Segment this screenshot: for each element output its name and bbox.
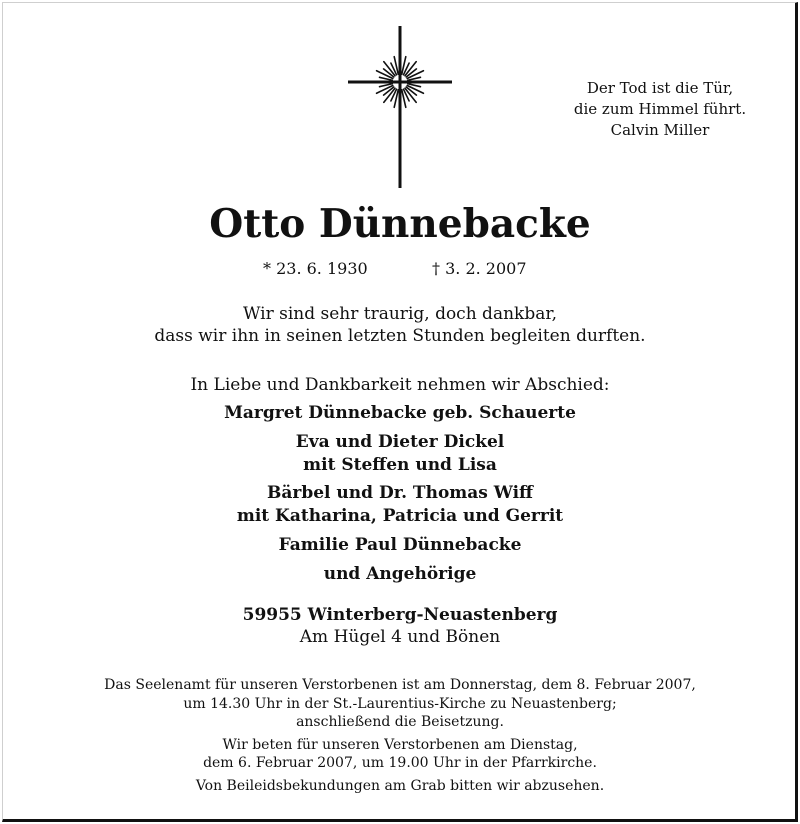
birth-date: * 23. 6. 1930 [263, 259, 368, 278]
mourner-line: und Angehörige [323, 564, 477, 584]
address-street: Am Hügel 4 und Bönen [299, 627, 501, 647]
notice-line: um 14.30 Uhr in der St.-Laurentius-Kirche zu Neuastenberg; [183, 695, 617, 712]
intro-line: Wir sind sehr traurig, doch dankbar, [242, 304, 558, 324]
notice-line: anschließend die Beisetzung. [296, 714, 504, 730]
notice-line: Von Beileidsbekundungen am Grab bitten wir abzusehen. [195, 777, 605, 794]
radiant-cross-icon [344, 20, 456, 192]
mourner-line: Bärbel und Dr. Thomas Wiff [267, 483, 533, 503]
farewell-heading: In Liebe und Dankbarkeit nehmen wir Abschied: [190, 375, 610, 395]
intro-line: dass wir ihn in seinen letzten Stunden begleiten durften. [154, 326, 646, 346]
mourner-line: mit Katharina, Patricia und Gerrit [236, 506, 564, 526]
epitaph-quote [540, 78, 780, 141]
notice-line: dem 6. Februar 2007, um 19.00 Uhr in der Pfarrkirche. [203, 755, 597, 771]
address-city: 59955 Winterberg-Neuastenberg [242, 605, 558, 625]
mourner-line: Familie Paul Dünnebacke [278, 535, 522, 555]
deceased-name: Otto Dünnebacke [209, 201, 591, 247]
mourner-line: mit Steffen und Lisa [303, 455, 497, 475]
quote-author: Calvin Miller [610, 121, 710, 139]
notice-line: Das Seelenamt für unseren Verstorbenen ist am Donnerstag, dem 8. Februar 2007, [104, 677, 696, 693]
farewell-section [0, 374, 800, 586]
death-date: † 3. 2. 2007 [432, 259, 527, 278]
quote-line: Der Tod ist die Tür, [586, 79, 734, 97]
quote-line: die zum Himmel führt. [573, 100, 747, 118]
life-dates [0, 258, 800, 280]
intro-text [0, 303, 800, 347]
notice-line: Wir beten für unseren Verstorbenen am Dienstag, [222, 736, 578, 753]
service-notice [0, 676, 800, 795]
mourner-line: Margret Dünnebacke geb. Schauerte [224, 403, 576, 423]
mourner-line: Eva und Dieter Dickel [295, 432, 505, 452]
